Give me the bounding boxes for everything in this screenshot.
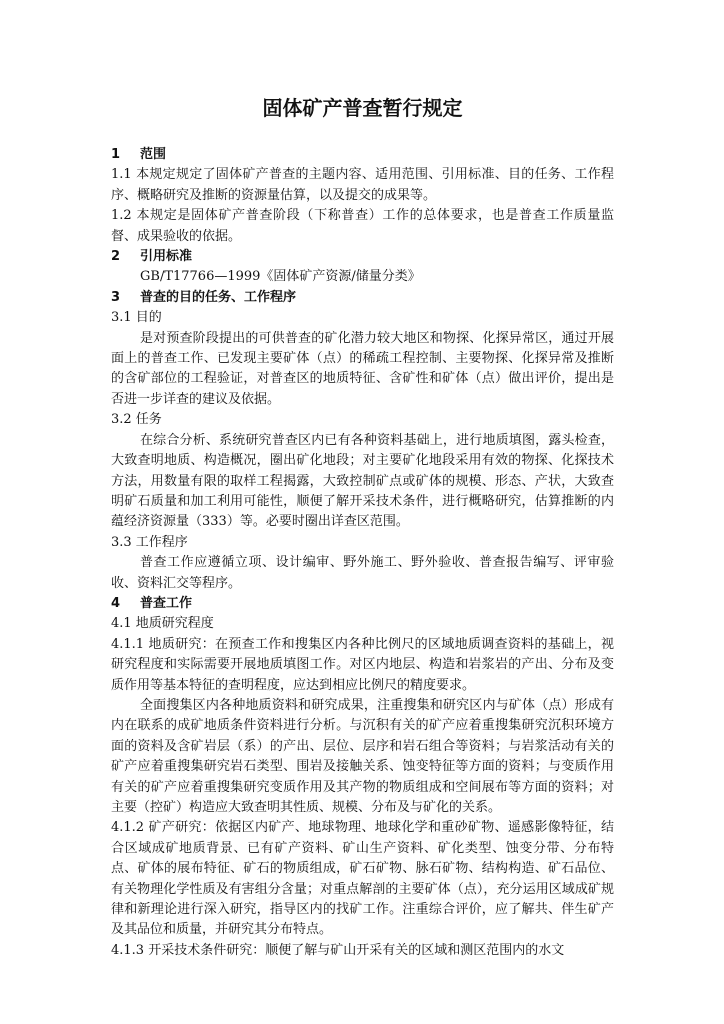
- section-4-heading: [111, 594, 614, 614]
- paragraph-4-1-1: 4.1.1 地质研究：在预查工作和搜集区内各种比例尺的区域地质调查资料的基础上，视研究程度和实际需要开展地质填图工作。对区内地层、构造和岩浆岩的产出、分布及变质作用等基本特征的查明程度，应达到相应比例尺的精度要求。: [111, 636, 614, 693]
- reference-standard: GB/T17766—1999《固体矿产资源/储量分类》: [140, 269, 421, 285]
- subsection-4-1-heading: 4.1 地质研究程度: [111, 616, 214, 632]
- paragraph-3-3: 普查工作应遵循立项、设计编审、野外施工、野外验收、普查报告编写、评审验收、资料汇交等程序。: [111, 555, 614, 591]
- section-3-number: 3: [111, 289, 121, 305]
- section-3-title: 普查的目的任务、工作程序: [140, 289, 297, 305]
- section-2-title: 引用标准: [140, 249, 193, 265]
- subsection-3-2-heading: 3.2 任务: [111, 412, 162, 428]
- paragraph-4-1-2: 4.1.2 矿产研究：依据区内矿产、地球物理、地球化学和重砂矿物、遥感影像特征，结合区域成矿地质背景、已有矿产资料、矿山生产资料、矿化类型、蚀变分带、分布特点、矿体的展布特征、矿石的物质组成，矿石矿物、脉石矿物、结构构造、矿石品位、有关物理化学性质及有害组分含量；对重点解剖的主要矿体（点），充分运用区域成矿规律和新理论进行深入研究，指导区内的找矿工作。注重综合评价，应了解共、伴生矿产及其品位和质量，并研究其分布特点。: [111, 820, 614, 938]
- paragraph-1-1: 1.1 本规定规定了固体矿产普查的主题内容、适用范围、引用标准、目的任务、工作程序、概略研究及推断的资源量估算，以及提交的成果等。: [111, 167, 614, 203]
- paragraph-1-2: 1.2 本规定是固体矿产普查阶段（下称普查）工作的总体要求，也是普查工作质量监督、成果验收的依据。: [111, 208, 614, 244]
- document-title: 固体矿产普查暂行规定: [262, 96, 463, 120]
- paragraph-4-1-3: 4.1.3 开采技术条件研究：顺便了解与矿山开采有关的区域和测区范围内的水文: [111, 942, 565, 958]
- paragraph-4-1-1-continued: 全面搜集区内各种地质资料和研究成果，注重搜集和研究区内与矿体（点）形成有内在联系的成矿地质条件资料进行分析。与沉积有关的矿产应着重搜集研究沉积环境方面的资料及含矿岩层（系）的产出、层位、层序和岩石组合等资料；与岩浆活动有关的矿产应着重搜集研究岩石类型、围岩及接触关系、蚀变特征等方面的资料；与变质作用有关的矿产应着重搜集研究变质作用及其产物的物质组成和空间展布等方面的资料；对主要（控矿）构造应大致查明其性质、规模、分布及与矿化的关系。: [111, 697, 614, 815]
- subsection-3-1-heading: 3.1 目的: [111, 310, 162, 326]
- section-3-heading: [111, 288, 614, 308]
- section-1-heading: [111, 145, 614, 165]
- section-4-title: 普查工作: [140, 595, 193, 611]
- section-1-number: 1: [111, 147, 121, 162]
- section-2-number: 2: [111, 249, 121, 265]
- section-2-heading: [111, 247, 614, 267]
- paragraph-3-2: 在综合分析、系统研究普查区内已有各种资料基础上，进行地质填图，露头检查，大致查明地质、构造概况，圈出矿化地段；对主要矿化地段采用有效的物探、化探技术方法，用数量有限的取样工程揭露，大致控制矿点或矿体的规模、形态、产状，大致查明矿石质量和加工利用可能性，顺便了解开采技术条件，进行概略研究，估算推断的内蕴经济资源量（333）等。必要时圈出详查区范围。: [111, 432, 614, 530]
- section-4-number: 4: [111, 595, 121, 611]
- subsection-3-3-heading: 3.3 工作程序: [111, 534, 188, 550]
- paragraph-3-1: 是对预查阶段提出的可供普查的矿化潜力较大地区和物探、化探异常区，通过开展面上的普查工作、已发现主要矿体（点）的稀疏工程控制、主要物探、化探异常及推断的含矿部位的工程验证，对普查区的地质特征、含矿性和矿体（点）做出评价，提出是否进一步详查的建议及依据。: [111, 330, 614, 407]
- section-1-title: 范围: [140, 147, 167, 162]
